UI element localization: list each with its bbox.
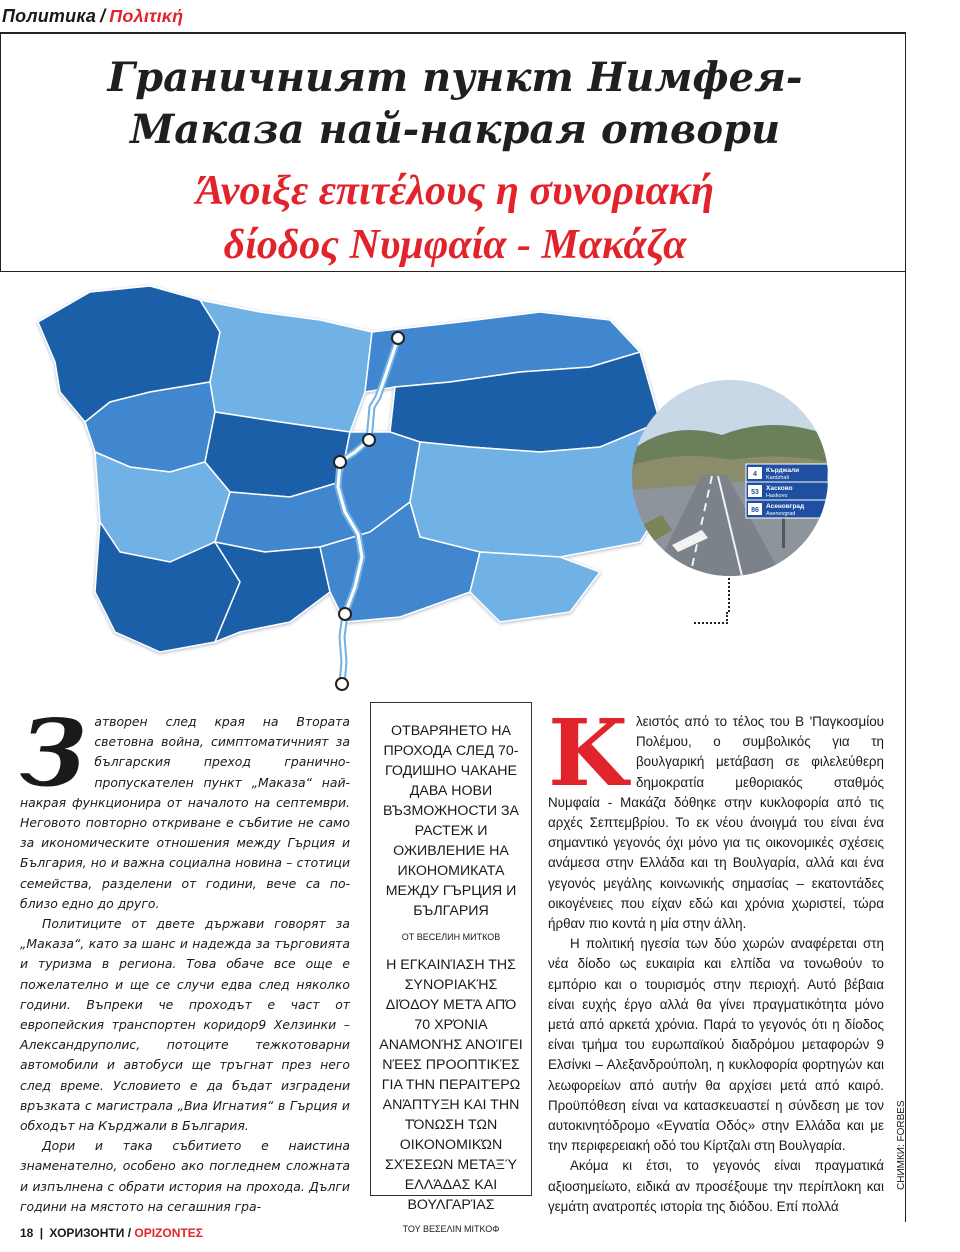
footer-slash: / — [127, 1226, 132, 1240]
paragraph: Ακόμα κι έτσι, το γεγονός είναι πραγματικά αξιοσημείωτο, ειδικά αν προσέξουμε την περίπλοκη και γεμάτη ανατροπές ιστορία της διόδου. Επί πολλά — [548, 1158, 884, 1214]
waypoint-marker — [392, 332, 404, 344]
magazine-name-bulgarian: ХОРИЗОНТИ — [49, 1226, 125, 1240]
page-number: 18 — [20, 1226, 34, 1240]
dropcap-greek: Κ — [548, 699, 628, 807]
headline-line-2: Маказа най-накрая отвори — [129, 106, 781, 153]
sign-number: 86 — [751, 507, 759, 514]
map-region-north-central — [200, 300, 372, 432]
pull-quote-greek: Η ΕΓΚΑΙΝΊΑΣΗ ΤΗΣ ΣΥΝΟΡΙΑΚΉΣ ΔΙΌΔΟΥ ΜΕΤΆ ΑΠΌ 70 ΧΡΌΝΙΑ ΑΝΑΜΟΝΉΣ ΑΝΟΊΓΕΙ ΝΈΕΣ ΠΡΟΟΠΤΙΚΈΣ ΓΙΑ ΤΗΝ ΠΕΡΑΙΤΈΡΩ ΑΝΆΠΤΥΞΗ ΚΑΙ ΤΗΝ ΤΌΝΩΣΗ ΤΩΝ ΟΙΚΟΝΟΜΙΚΏΝ ΣΧΈΣΕΩΝ ΜΕΤΑΞΎ ΕΛΛΆΔΑΣ ΚΑΙ ΒΟΥΛΓΑΡΊΑΣ — [379, 957, 523, 1213]
section-rubric — [0, 0, 183, 32]
sign-destination: Кърджали — [766, 467, 800, 474]
sign-destination: Хасково — [766, 485, 793, 492]
pull-quote-bulgarian: ОТВАРЯНЕТО НА ПРОХОДА СЛЕД 70-ГОДИШНО ЧАКАНЕ ДАВА НОВИ ВЪЗМОЖНОСТИ ЗА РАСТЕЖ И ОЖИВЛЕНИЕ НА ИКОНОМИКАТА МЕЖДУ ГЪРЦИЯ И БЪЛГАРИЯ — [383, 723, 519, 919]
article-greek — [548, 699, 884, 1217]
waypoint-marker — [339, 608, 351, 620]
headline-greek — [90, 164, 820, 272]
sign-destination: Асеновград — [766, 503, 805, 510]
pull-quote-box — [370, 702, 532, 1234]
frame-top-rule — [0, 32, 906, 34]
photo-credit: СНИМКИ: FORBES — [896, 1100, 907, 1190]
waypoint-marker — [334, 456, 346, 468]
road-sign — [746, 464, 828, 518]
magazine-name-greek: ΟΡΙΖΟΝΤΕΣ — [134, 1226, 203, 1240]
rubric-greek: Πολιτική — [109, 5, 184, 26]
footer-separator: | — [39, 1226, 44, 1240]
waypoint-marker — [363, 434, 375, 446]
paragraph: Политиците от двете държави говорят за „Маказа“, като за шанс и надежда за търговията и туризма в региона. Това обаче все още е пожелателно и ще се случи едва след няколко години. Въпреки че проходът е част от европейския транспортен коридор9 Хелзинки – Александруполис, потоците тежкотоварни автомобили и автобуси ще тръгнат през него след време. Условието е да бъдат изградени връзката с магистрала „Виа Игнатия“ в Гърция и обходът на Кърджали в България. — [20, 916, 350, 1134]
sign-destination-latin: Haskovo — [766, 493, 788, 499]
border-road-photo — [632, 380, 828, 576]
sign-number: 53 — [751, 489, 759, 496]
photo-pointer-line — [694, 612, 728, 624]
subtitle-line-2: δίοδος Νυμφαία - Μακάζα — [223, 222, 687, 268]
paragraph: атворен след края на Втората световна война, симптоматичният за българския преход гранично-пропускателен пункт „Маказа“ най-накрая функционира от началото на септември. Неговото повторно откриване е събитие не само за икономическите отношения между Гърция и България, но и важна социална новина – стотици семейства, разделени от години, вече са по-близо едно до друго. — [20, 714, 350, 911]
subtitle-line-1: Άνοιξε επιτέλους η συνοριακή — [195, 168, 715, 214]
pull-quote-author-greek: ΤΟΥ ΒΕΣΕΛΙΝ ΜΙΤΚΟΦ — [402, 1224, 500, 1234]
waypoint-marker — [336, 678, 348, 690]
rubric-bulgarian: Политика — [2, 5, 97, 26]
frame-left-rule — [0, 32, 1, 272]
map-region-haskovo — [470, 552, 600, 622]
sign-number: 4 — [753, 471, 757, 478]
paragraph: Дори и така събитието е наистина знаменателно, особено ако погледнем сложната и изпълнена с обрати история на прохода. Дълги години на мястото на сегашния гра- — [20, 1138, 350, 1214]
road-photo-illustration — [632, 380, 828, 576]
headline-bulgarian — [90, 52, 820, 156]
dropcap-bulgarian: З — [20, 699, 87, 807]
photo-pointer-line — [728, 578, 730, 612]
sign-destination-latin: Asenovgrad — [766, 511, 796, 517]
page-footer — [20, 1226, 203, 1240]
pull-quote-author-bulgarian: ОТ ВЕСЕЛИН МИТКОВ — [401, 932, 501, 942]
paragraph: Η πολιτική ηγεσία των δύο χωρών αναφέρεται στη νέα δίοδο ως ευκαιρία και ελπίδα να τονωθούν το εμπόριο και ο τουρισμός στην περιοχή. Αυτό βέβαια είναι ευχής έργο αλλά θα γίνει πραγματικότητα μόνο μετά από αρκετά χρόνια. Παρά το γεγονός ότι η δίοδος είναι τμήμα του ευρωπαϊκού διαδρόμου μεταφορών 9 Ελσίνκι – Αλεξανδρούπολη, η κυκλοφορία φορτηγών και λεωφορείων από αυτήν θα αρχίσει μετά από καιρό. Προϋπόθεση είναι να κατασκευαστεί η σύνδεση με τον αυτοκινητόδρομο «Εγνατία Οδός» στην Ελλάδα και με την περιφερειακή οδό του Κίρτζαλι στη Βουλγαρία. — [548, 936, 884, 1154]
headline-line-1: Граничният пункт Нимфея- — [107, 54, 803, 101]
article-bulgarian — [20, 699, 350, 1217]
paragraph: λειστός από το τέλος του Β 'Παγκοσμίου Πολέμου, ο συμβολικός για τη βουλγαρική μετάβαση σε φιλελεύθερη δημοκρατία μεθοριακός σταθμός Νυμφαία - Μακάζα δόθηκε στην κυκλοφορία από τις αρχές Σεπτεμβρίου. Το εκ νέου άνοιγμά του είναι ένα σημαντικό γεγονός όχι μόνο για τις οικονομικές σχέσεις ανάμεσα στην Ελλάδα και τη Βουλγαρία, αλλά και ένα γεγονός μεγάλης κοινωνικής σημασίας – εκατοντάδες οικογένειες που είχαν εδώ και χρόνια χωριστεί, τώρα ήρθαν πιο κοντά η μία στην άλλη. — [548, 714, 884, 932]
rubric-separator: / — [100, 5, 106, 26]
sign-destination-latin: Kardzhali — [766, 475, 789, 481]
